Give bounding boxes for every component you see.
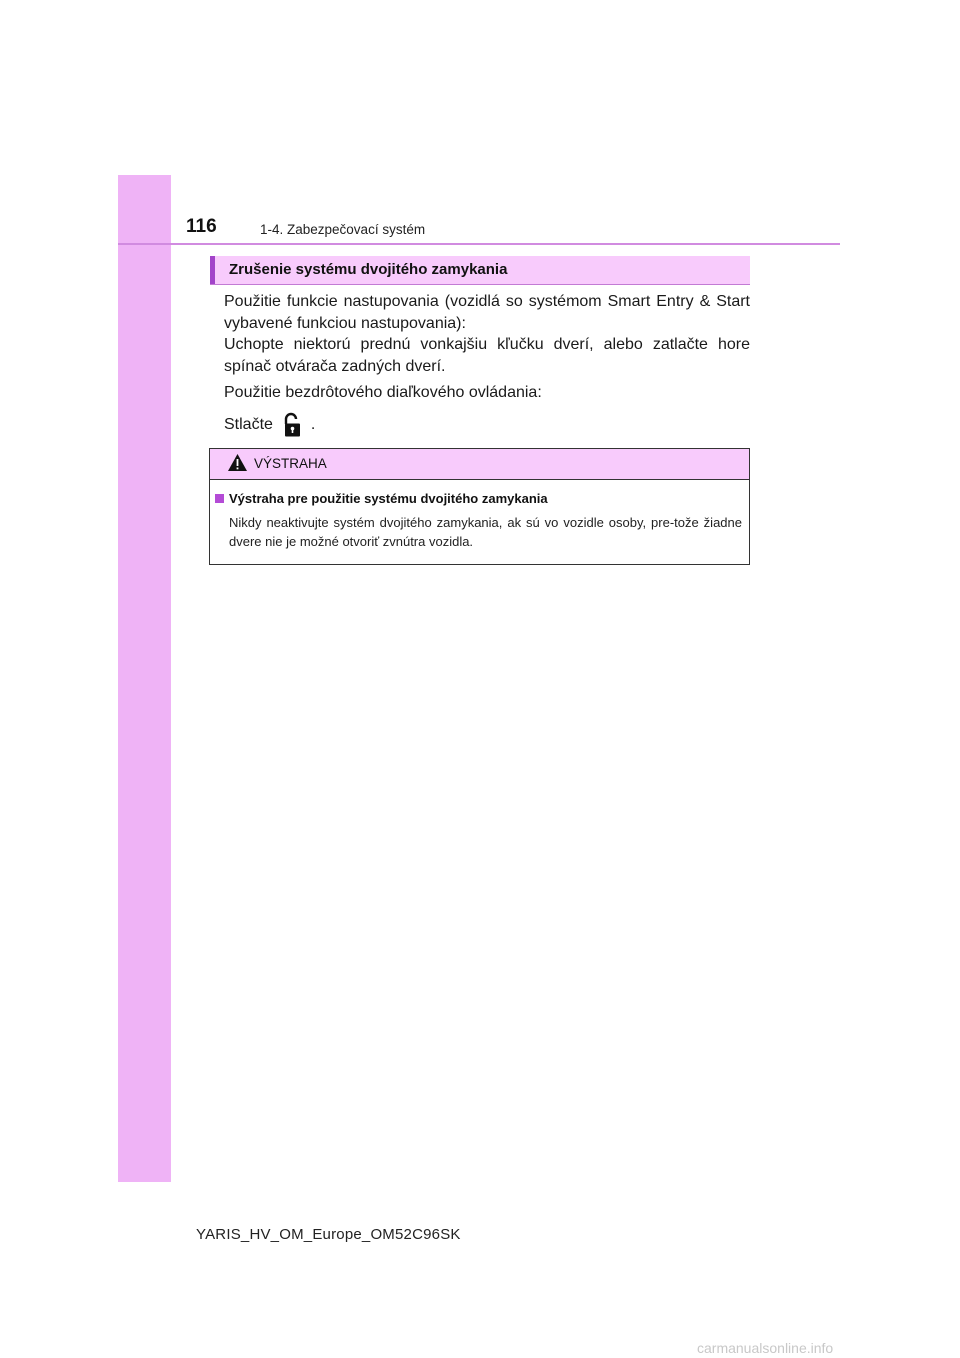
header-rule	[118, 243, 840, 245]
warning-item-title-text: Výstraha pre použitie systému dvojitého zamykania	[229, 491, 548, 506]
warning-item-title	[215, 491, 548, 506]
warning-header	[210, 449, 749, 480]
heading-bar	[210, 256, 750, 284]
press-label: Stlačte	[224, 416, 273, 433]
heading-title: Zrušenie systému dvojitého zamykania	[229, 261, 508, 278]
unlock-icon	[282, 412, 304, 438]
warning-box	[209, 448, 750, 565]
section-title: 1-4. Zabezpečovací systém	[260, 222, 426, 237]
page-number: 116	[186, 216, 217, 237]
side-tab	[118, 175, 171, 1182]
heading-underline	[210, 284, 750, 285]
footer-doc-id: YARIS_HV_OM_Europe_OM52C96SK	[196, 1226, 461, 1243]
paragraph-entry-function: Použitie funkcie nastupovania (vozidlá so systémom Smart Entry & Start vybavené funkciou nastupovania):	[224, 293, 750, 332]
warning-triangle-icon	[227, 453, 248, 472]
warning-label: VÝSTRAHA	[254, 456, 327, 471]
watermark: carmanualsonline.info	[697, 1340, 834, 1356]
square-bullet-icon	[215, 494, 224, 503]
warning-item-text: Nikdy neaktivujte systém dvojitého zamykania, ak sú vo vozidle osoby, pre-tože žiadne dvere nie je možné otvoriť zvnútra vozidla.	[229, 515, 742, 549]
paragraph-entry-instruction: Uchopte niektorú prednú vonkajšiu kľučku dverí, alebo zatlačte hore spínač otvárača zadných dverí.	[224, 336, 750, 375]
paragraph-remote-control: Použitie bezdrôtového diaľkového ovládania:	[224, 384, 542, 401]
press-suffix: .	[310, 416, 316, 433]
paragraph-press-unlock	[224, 412, 750, 438]
